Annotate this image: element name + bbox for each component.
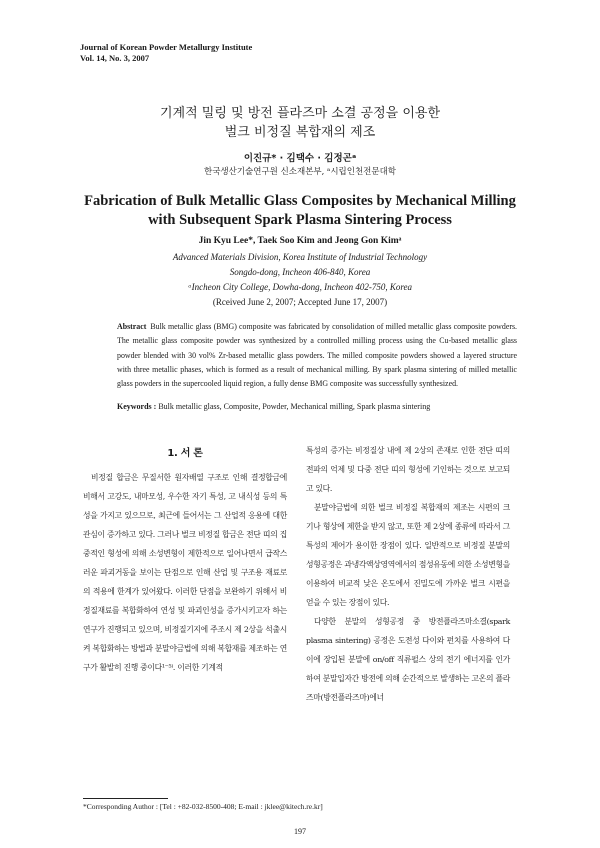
abstract-text: Bulk metallic glass (BMG) composite was fabricated by consolidation of milled metallic glass composite powders. The metallic glass composite powder was synthesized by a controlled milling process using the Cu-based metallic glass powder blended with 30 vol% Zr-based metallic glass powders. The milled composite powders showed a layered structure with three metallic phases, which is formed as a result of mechanical milling. By spark plasma sintering of milled metallic glass powders in the supercooled liquid region, a fully dense BMG composite was successfully synthesized. — [117, 322, 517, 389]
english-title — [0, 192, 600, 230]
english-affiliation — [0, 250, 600, 310]
korean-affiliation: 한국생산기술연구원 신소재본부, ᵃ시립인천전문대학 — [203, 167, 397, 177]
affiliation-line2: Songdo-dong, Incheon 406-840, Korea — [229, 267, 371, 277]
korean-title-line2: 벌크 비정질 복합재의 제조 — [224, 125, 376, 140]
english-authors: Jin Kyu Lee*, Taek Soo Kim and Jeong Gon Kimᵃ — [198, 236, 402, 246]
abstract — [117, 320, 517, 391]
keywords-label: Keywords : — [117, 402, 157, 411]
footnote-rule — [83, 798, 168, 799]
english-title-line1: Fabrication of Bulk Metallic Glass Composites by Mechanical Milling — [84, 193, 516, 209]
received-dates: (Rceived June 2, 2007; Accepted June 17, 2007) — [212, 297, 388, 307]
affiliation-line3: ᵃIncheon City College, Dowha-dong, Incheon 402-750, Korea — [188, 282, 412, 292]
paragraph: 특성의 증가는 비정질상 내에 제 2상의 존재로 인한 전단 띠의 전파의 억제 및 다중 전단 띠의 형성에 기인하는 것으로 보고되고 있다. — [306, 446, 510, 493]
section-heading: 1. 서 론 — [167, 448, 203, 459]
english-title-line2: with Subsequent Spark Plasma Sintering Process — [148, 212, 452, 228]
keywords-text: Bulk metallic glass, Composite, Powder, Mechanical milling, Spark plasma sintering — [158, 402, 431, 411]
body-column-right — [306, 441, 510, 707]
page-number: 197 — [294, 827, 306, 836]
footnote: *Corresponding Author : [Tel : +82-032-8500-408; E-mail : jklee@kitech.re.kr] — [83, 802, 323, 811]
paragraph: 비정질 합금은 무질서한 원자배열 구조로 인해 결정합금에 비해서 고강도, 내마모성, 우수한 자기 특성, 고 내식성 등의 특성을 가지고 있으므로, 최근에 들어서는 그 산업적 응용에 대한 관심이 증가하고 있다. 그러나 벌크 비정질 합금은 전단 띠의 집중적인 형성에 의해 소성변형이 제한적으로 일어나면서 급작스러운 파괴거동을 보이는 단점으로 인해 산업 및 구조용 재료로의 적용에 한계가 있어왔다. 이러한 단점을 보완하기 위해서 비정질재료를 복합화하여 연성 및 파괴인성을 증가시키고자 하는 연구가 진행되고 있으며, 비정질기지에 주조시 제 2상을 석출시켜 복합화하는 방법과 분말야금법에 의해 복합재를 제조하는 연구가 활발히 진행 중이다¹⁻⁵⁾. 이러한 기계적 — [83, 473, 287, 672]
paragraph: 다양한 분말의 성형공정 중 방전플라즈마소결(spark plasma sintering) 공정은 도전성 다이와 펀치를 사용하여 다이에 장입된 분말에 on/off 직류펄스 상의 전기 에너지를 인가하여 분말입자간 방전에 의해 순간적으로 발생하는 고온의 플라즈마(방전플라즈마)에너 — [306, 617, 510, 702]
keywords — [117, 402, 537, 411]
body-column-left — [83, 440, 287, 677]
korean-authors: 이진규* · 김택수 · 김정곤ᵃ — [243, 153, 357, 164]
journal-header — [80, 42, 252, 64]
abstract-label: Abstract — [117, 322, 147, 331]
journal-name: Journal of Korean Powder Metallurgy Institute — [80, 42, 253, 52]
journal-volume: Vol. 14, No. 3, 2007 — [80, 53, 150, 63]
korean-title — [0, 104, 600, 142]
paragraph: 분말야금법에 의한 벌크 비정질 복합재의 제조는 시편의 크기나 형상에 제한을 받지 않고, 또한 제 2상에 종류에 따라서 그 특성의 제어가 용이한 장점이 있다. 일반적으로 비정질 분말의 성형공정은 과냉각액상영역에서의 점성유동에 의한 소성변형을 이용하여 비교적 낮은 온도에서 진밀도에 가까운 벌크 시편을 얻을 수 있는 장점이 있다. — [306, 503, 510, 607]
korean-title-line1: 기계적 밀링 및 방전 플라즈마 소결 공정을 이용한 — [159, 106, 441, 121]
affiliation-line1: Advanced Materials Division, Korea Institute of Industrial Technology — [172, 252, 428, 262]
